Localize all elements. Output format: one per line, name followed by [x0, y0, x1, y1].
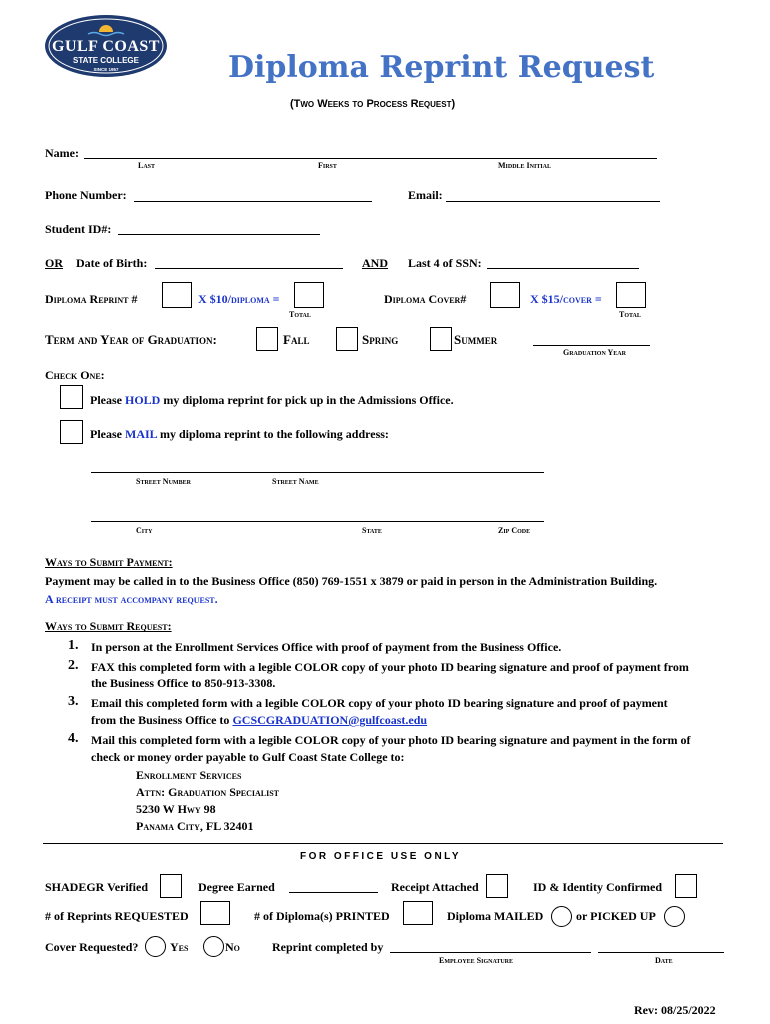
diploma-reprint-label: Diploma Reprint # [45, 292, 138, 306]
cover-yes-label: Yes [170, 940, 189, 954]
page-title: Diploma Reprint Request [228, 50, 655, 85]
hold-pre: Please [90, 393, 125, 407]
id-confirmed-label: ID & Identity Confirmed [533, 880, 662, 894]
hold-word: HOLD [125, 393, 161, 407]
address-line-3: 5230 W Hwy 98 [136, 802, 216, 816]
and-label: AND [362, 256, 388, 270]
college-logo [44, 14, 168, 78]
diploma-total-label: Total [289, 310, 311, 319]
id-confirmed-checkbox[interactable] [675, 874, 697, 898]
email-input-line[interactable] [446, 201, 660, 202]
ssn-input-line[interactable] [487, 268, 639, 269]
diploma-total-box[interactable] [294, 282, 324, 308]
dob-input-line[interactable] [155, 268, 343, 269]
request-item-3-line2-pre: from the Business Office to [91, 713, 233, 727]
revision-date: Rev: 08/25/2022 [634, 1003, 716, 1017]
cover-price: X $15/cover = [530, 292, 602, 306]
summer-label: Summer [454, 332, 498, 347]
request-item-4-line2: check or money order payable to Gulf Coast State College to: [91, 750, 405, 764]
request-item-1-text: In person at the Enrollment Services Office with proof of payment from the Business Office. [91, 640, 562, 654]
email-label: Email: [408, 188, 443, 202]
mail-word: MAIL [125, 427, 158, 441]
payment-text: Payment may be called in to the Business Office (850) 769-1551 x 3879 or paid in person in the Administration Building. [45, 574, 658, 588]
request-item-2-line1: FAX this completed form with a legible COLOR copy of your photo ID bearing signature and proof of payment from [91, 660, 689, 674]
mail-pre: Please [90, 427, 125, 441]
zip-label: Zip Code [498, 526, 531, 535]
reprints-requested-label: # of Reprints REQUESTED [45, 909, 189, 923]
graduation-year-line[interactable] [533, 345, 650, 346]
diploma-mailed-label: Diploma MAILED [447, 909, 544, 923]
address-line-2: Attn: Graduation Specialist [136, 785, 279, 799]
graduation-email-link[interactable]: GCSCGRADUATION@gulfcoast.edu [232, 713, 428, 727]
request-item-4-line1: Mail this completed form with a legible COLOR copy of your photo ID bearing signature and payment in the form of [91, 733, 691, 747]
office-divider-line [43, 843, 723, 844]
logo-since: SINCE 1957 [93, 67, 119, 72]
mail-option-text [90, 427, 389, 442]
fall-label: Fall [283, 332, 310, 347]
request-item-3-line2 [91, 713, 427, 728]
picked-up-radio[interactable] [664, 906, 685, 927]
employee-signature-line[interactable] [390, 952, 591, 953]
name-label: Name: [45, 146, 79, 160]
degree-earned-line[interactable] [289, 892, 378, 893]
request-item-4-num: 4. [68, 731, 79, 746]
request-heading: Ways to Submit Request: [45, 619, 172, 633]
summer-checkbox[interactable] [430, 327, 452, 351]
address-line-1: Enrollment Services [136, 768, 242, 782]
diplomas-printed-label: # of Diploma(s) PRINTED [254, 909, 390, 923]
logo-name-line1: GULF COAST [52, 38, 160, 55]
request-item-2-num: 2. [68, 658, 79, 673]
cover-yes-radio[interactable] [145, 936, 166, 957]
degree-earned-label: Degree Earned [198, 880, 275, 894]
name-input-line[interactable] [84, 158, 657, 159]
state-label: State [362, 526, 382, 535]
picked-up-label: or PICKED UP [576, 909, 656, 923]
diploma-reprint-qty-box[interactable] [162, 282, 192, 308]
hold-option-text [90, 393, 454, 408]
diploma-mailed-radio[interactable] [551, 906, 572, 927]
city-state-zip-line[interactable] [91, 521, 544, 522]
phone-label: Phone Number: [45, 188, 127, 202]
student-id-input-line[interactable] [118, 234, 320, 235]
diplomas-printed-box[interactable] [403, 901, 433, 925]
cover-no-label: No [225, 940, 240, 954]
address-line-4: Panama City, FL 32401 [136, 819, 254, 833]
request-item-1-num: 1. [68, 638, 79, 653]
receipt-attached-checkbox[interactable] [486, 874, 508, 898]
name-sub-last: Last [138, 161, 156, 170]
request-item-3-line1: Email this completed form with a legible COLOR copy of your photo ID bearing signature and proof of payment [91, 696, 668, 710]
reprint-completed-label: Reprint completed by [272, 940, 384, 954]
mail-post: my diploma reprint to the following address: [157, 427, 389, 441]
cover-no-radio[interactable] [203, 936, 224, 957]
dob-label: Date of Birth: [76, 256, 148, 270]
fall-checkbox[interactable] [256, 327, 278, 351]
diploma-price: X $10/diploma = [198, 292, 280, 306]
or-label: OR [45, 256, 63, 270]
shadegr-checkbox[interactable] [160, 874, 182, 898]
reprints-requested-box[interactable] [200, 901, 230, 925]
mailing-address [136, 767, 279, 835]
spring-label: Spring [362, 332, 399, 347]
receipt-note: A receipt must accompany request. [45, 592, 218, 606]
page-subtitle: (Two Weeks to Process Request) [290, 98, 456, 110]
office-use-heading: FOR OFFICE USE ONLY [300, 851, 462, 862]
employee-signature-label: Employee Signature [439, 956, 514, 965]
city-label: City [136, 526, 153, 535]
name-sub-first: First [318, 161, 337, 170]
logo-name-line2: STATE COLLEGE [73, 56, 139, 65]
street-address-line[interactable] [91, 472, 544, 473]
diploma-cover-label: Diploma Cover# [384, 292, 467, 306]
check-one-label: Check One: [45, 368, 105, 382]
receipt-attached-label: Receipt Attached [391, 880, 479, 894]
diploma-cover-qty-box[interactable] [490, 282, 520, 308]
payment-heading: Ways to Submit Payment: [45, 555, 173, 569]
hold-post: my diploma reprint for pick up in the Admissions Office. [160, 393, 454, 407]
date-label: Date [655, 956, 673, 965]
date-line[interactable] [598, 952, 724, 953]
phone-input-line[interactable] [134, 201, 372, 202]
hold-checkbox[interactable] [60, 385, 83, 409]
spring-checkbox[interactable] [336, 327, 358, 351]
street-number-label: Street Number [136, 477, 191, 486]
name-sub-middle: Middle Initial [498, 161, 552, 170]
cover-requested-label: Cover Requested? [45, 940, 139, 954]
cover-total-label: Total [619, 310, 641, 319]
cover-total-box[interactable] [616, 282, 646, 308]
term-label: Term and Year of Graduation: [45, 332, 217, 347]
student-id-label: Student ID#: [45, 222, 112, 236]
street-name-label: Street Name [272, 477, 319, 486]
shadegr-label: SHADEGR Verified [45, 880, 149, 894]
graduation-year-label: Graduation Year [563, 348, 626, 357]
ssn-label: Last 4 of SSN: [408, 256, 482, 270]
request-item-3-num: 3. [68, 694, 79, 709]
request-item-2-line2: the Business Office to 850-913-3308. [91, 676, 276, 690]
mail-checkbox[interactable] [60, 420, 83, 444]
